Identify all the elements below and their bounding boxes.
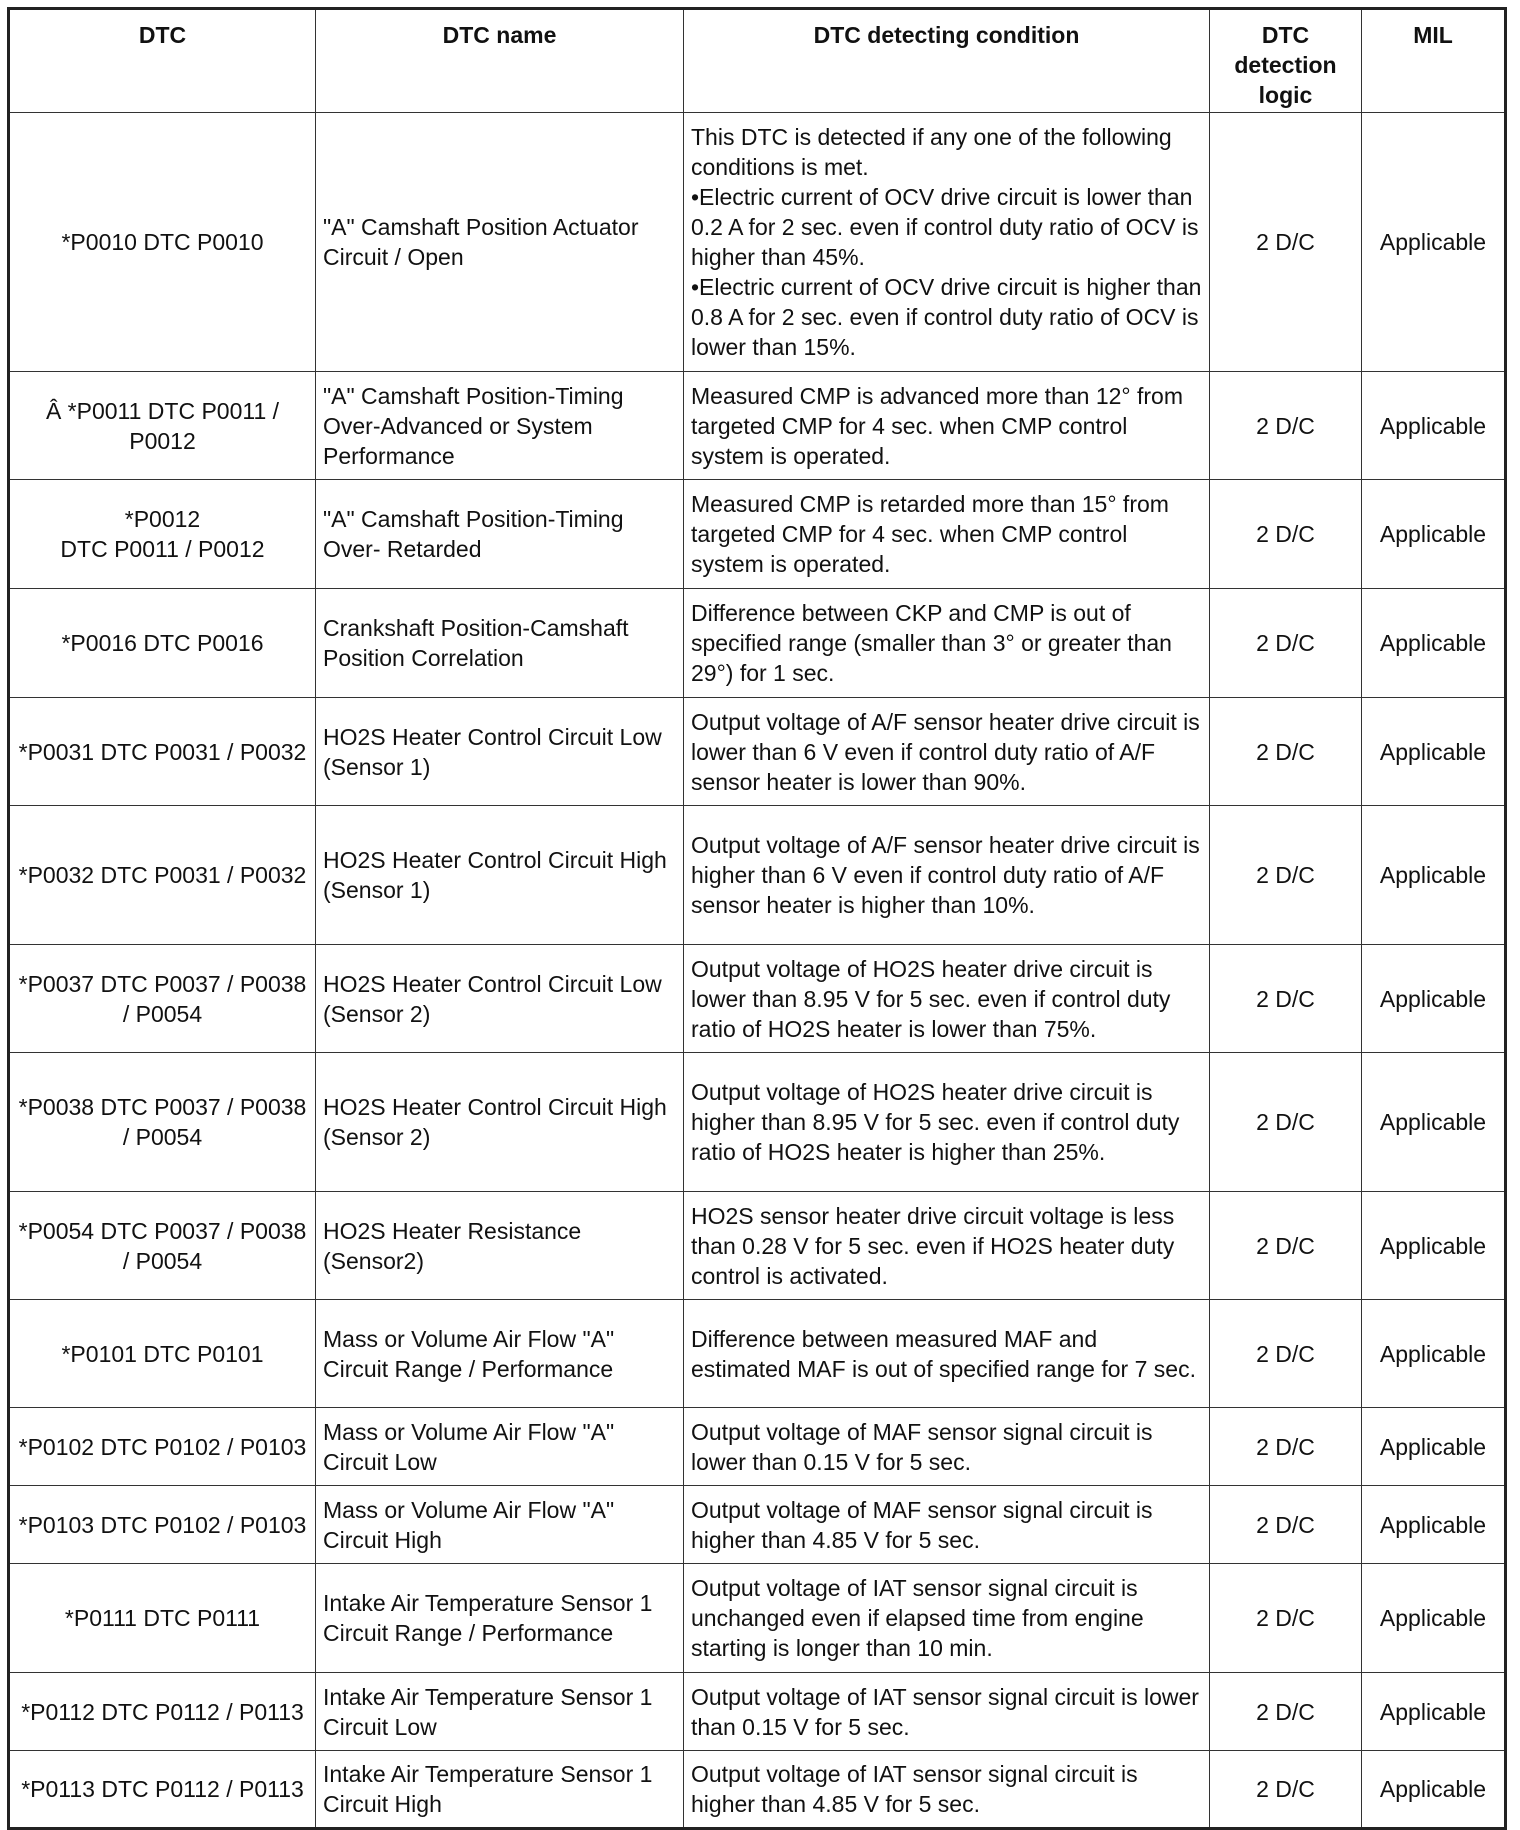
cell-detection-logic: 2 D/C bbox=[1210, 1408, 1362, 1486]
cell-dtc-line: DTC P0011 / P0012 bbox=[60, 536, 265, 562]
cell-condition bbox=[684, 945, 1210, 1053]
condition-line: Output voltage of IAT sensor signal circuit is unchanged even if elapsed time from engine starting is longer than 10 min. bbox=[691, 1575, 1144, 1661]
cell-mil: Applicable bbox=[1362, 1192, 1506, 1300]
cell-condition bbox=[684, 1486, 1210, 1564]
cell-dtc-name: Intake Air Temperature Sensor 1 Circuit Range / Performance bbox=[316, 1564, 684, 1673]
cell-detection-logic: 2 D/C bbox=[1210, 372, 1362, 480]
cell-detection-logic: 2 D/C bbox=[1210, 1564, 1362, 1673]
cell-detection-logic: 2 D/C bbox=[1210, 1751, 1362, 1829]
cell-condition bbox=[684, 113, 1210, 372]
cell-detection-logic: 2 D/C bbox=[1210, 1053, 1362, 1192]
cell-detection-logic: 2 D/C bbox=[1210, 589, 1362, 698]
cell-dtc-name: HO2S Heater Resistance (Sensor2) bbox=[316, 1192, 684, 1300]
table-body bbox=[9, 113, 1506, 1829]
cell-detection-logic: 2 D/C bbox=[1210, 698, 1362, 806]
cell-condition bbox=[684, 1408, 1210, 1486]
cell-dtc: *P0031 DTC P0031 / P0032 bbox=[9, 698, 316, 806]
cell-dtc-name: Intake Air Temperature Sensor 1 Circuit Low bbox=[316, 1673, 684, 1751]
condition-line: Difference between CKP and CMP is out of specified range (smaller than 3° or greater than 29°) for 1 sec. bbox=[691, 600, 1172, 686]
table-row bbox=[9, 945, 1506, 1053]
cell-condition bbox=[684, 1673, 1210, 1751]
table-row bbox=[9, 1053, 1506, 1192]
cell-condition bbox=[684, 1192, 1210, 1300]
condition-line: Output voltage of MAF sensor signal circuit is lower than 0.15 V for 5 sec. bbox=[691, 1418, 1153, 1475]
condition-line: Output voltage of A/F sensor heater drive circuit is higher than 6 V even if control duty ratio of A/F sensor heater is higher than 10%. bbox=[691, 832, 1200, 918]
condition-line: Output voltage of HO2S heater drive circuit is lower than 8.95 V for 5 sec. even if control duty ratio of HO2S heater is lower than 75%. bbox=[691, 955, 1171, 1042]
table-row bbox=[9, 698, 1506, 806]
table-row bbox=[9, 480, 1506, 589]
cell-mil: Applicable bbox=[1362, 1053, 1506, 1192]
cell-mil: Applicable bbox=[1362, 1486, 1506, 1564]
condition-line: Measured CMP is advanced more than 12° from targeted CMP for 4 sec. when CMP control system is operated. bbox=[691, 382, 1184, 469]
header-mil: MIL bbox=[1362, 9, 1506, 113]
cell-dtc: *P0103 DTC P0102 / P0103 bbox=[9, 1486, 316, 1564]
cell-dtc: *P0112 DTC P0112 / P0113 bbox=[9, 1673, 316, 1751]
header-detecting-condition: DTC detecting condition bbox=[684, 9, 1210, 113]
condition-line: Output voltage of IAT sensor signal circuit is lower than 0.15 V for 5 sec. bbox=[691, 1683, 1199, 1740]
table-row bbox=[9, 1300, 1506, 1408]
cell-mil: Applicable bbox=[1362, 1300, 1506, 1408]
cell-dtc: *P0010 DTC P0010 bbox=[9, 113, 316, 372]
cell-dtc-name: Mass or Volume Air Flow "A" Circuit High bbox=[316, 1486, 684, 1564]
cell-detection-logic: 2 D/C bbox=[1210, 1486, 1362, 1564]
cell-dtc-name: Crankshaft Position-Camshaft Position Correlation bbox=[316, 589, 684, 698]
cell-dtc: *P0102 DTC P0102 / P0103 bbox=[9, 1408, 316, 1486]
cell-mil: Applicable bbox=[1362, 1564, 1506, 1673]
cell-dtc: *P0111 DTC P0111 bbox=[9, 1564, 316, 1673]
dtc-table bbox=[7, 7, 1507, 1830]
condition-line: Output voltage of A/F sensor heater drive circuit is lower than 6 V even if control duty ratio of A/F sensor heater is lower than 90%. bbox=[691, 708, 1200, 795]
table-row bbox=[9, 589, 1506, 698]
cell-mil: Applicable bbox=[1362, 1751, 1506, 1829]
cell-dtc: *P0038 DTC P0037 / P0038 / P0054 bbox=[9, 1053, 316, 1192]
table-row bbox=[9, 806, 1506, 945]
cell-dtc: *P0016 DTC P0016 bbox=[9, 589, 316, 698]
header-dtc: DTC bbox=[9, 9, 316, 113]
cell-condition bbox=[684, 698, 1210, 806]
condition-line: This DTC is detected if any one of the following conditions is met. bbox=[691, 124, 1172, 180]
cell-detection-logic: 2 D/C bbox=[1210, 113, 1362, 372]
cell-dtc: Â *P0011 DTC P0011 / P0012 bbox=[9, 372, 316, 480]
cell-mil: Applicable bbox=[1362, 480, 1506, 589]
cell-dtc-name: HO2S Heater Control Circuit Low (Sensor 2) bbox=[316, 945, 684, 1053]
cell-dtc bbox=[9, 480, 316, 589]
condition-line: •Electric current of OCV drive circuit is higher than 0.8 A for 2 sec. even if control duty ratio of OCV is lower than 15%. bbox=[691, 274, 1202, 360]
cell-dtc: *P0054 DTC P0037 / P0038 / P0054 bbox=[9, 1192, 316, 1300]
table-row bbox=[9, 1673, 1506, 1751]
cell-mil: Applicable bbox=[1362, 589, 1506, 698]
cell-dtc-name: HO2S Heater Control Circuit Low (Sensor 1) bbox=[316, 698, 684, 806]
table-row bbox=[9, 1564, 1506, 1673]
cell-mil: Applicable bbox=[1362, 806, 1506, 945]
cell-mil: Applicable bbox=[1362, 1673, 1506, 1751]
cell-detection-logic: 2 D/C bbox=[1210, 1192, 1362, 1300]
table-row bbox=[9, 113, 1506, 372]
cell-dtc-name: HO2S Heater Control Circuit High (Sensor 1) bbox=[316, 806, 684, 945]
cell-condition bbox=[684, 1053, 1210, 1192]
condition-line: HO2S sensor heater drive circuit voltage is less than 0.28 V for 5 sec. even if HO2S heater duty control is activated. bbox=[691, 1202, 1175, 1289]
table-row bbox=[9, 1751, 1506, 1829]
condition-line: Difference between measured MAF and estimated MAF is out of specified range for 7 sec. bbox=[691, 1325, 1196, 1382]
condition-line: Output voltage of MAF sensor signal circuit is higher than 4.85 V for 5 sec. bbox=[691, 1496, 1153, 1553]
cell-mil: Applicable bbox=[1362, 113, 1506, 372]
cell-condition bbox=[684, 1564, 1210, 1673]
cell-condition bbox=[684, 372, 1210, 480]
cell-dtc-name: "A" Camshaft Position-Timing Over-Advanced or System Performance bbox=[316, 372, 684, 480]
cell-condition bbox=[684, 1751, 1210, 1829]
header-detection-logic: DTC detection logic bbox=[1210, 9, 1362, 113]
cell-dtc: *P0101 DTC P0101 bbox=[9, 1300, 316, 1408]
cell-dtc-name: Mass or Volume Air Flow "A" Circuit Low bbox=[316, 1408, 684, 1486]
cell-mil: Applicable bbox=[1362, 1408, 1506, 1486]
condition-line: Measured CMP is retarded more than 15° from targeted CMP for 4 sec. when CMP control system is operated. bbox=[691, 491, 1169, 577]
cell-mil: Applicable bbox=[1362, 945, 1506, 1053]
cell-condition bbox=[684, 589, 1210, 698]
cell-detection-logic: 2 D/C bbox=[1210, 480, 1362, 589]
table-row bbox=[9, 372, 1506, 480]
cell-dtc: *P0113 DTC P0112 / P0113 bbox=[9, 1751, 316, 1829]
cell-dtc-name: Intake Air Temperature Sensor 1 Circuit High bbox=[316, 1751, 684, 1829]
cell-dtc: *P0032 DTC P0031 / P0032 bbox=[9, 806, 316, 945]
table-row bbox=[9, 1408, 1506, 1486]
table-row bbox=[9, 1192, 1506, 1300]
cell-detection-logic: 2 D/C bbox=[1210, 1673, 1362, 1751]
table-header-row bbox=[9, 9, 1506, 113]
cell-condition bbox=[684, 806, 1210, 945]
condition-line: Output voltage of HO2S heater drive circuit is higher than 8.95 V for 5 sec. even if control duty ratio of HO2S heater is higher than 25%. bbox=[691, 1079, 1180, 1165]
condition-line: Output voltage of IAT sensor signal circuit is higher than 4.85 V for 5 sec. bbox=[691, 1761, 1138, 1817]
cell-mil: Applicable bbox=[1362, 372, 1506, 480]
condition-line: •Electric current of OCV drive circuit is lower than 0.2 A for 2 sec. even if control duty ratio of OCV is higher than 45%. bbox=[691, 184, 1199, 270]
cell-detection-logic: 2 D/C bbox=[1210, 1300, 1362, 1408]
cell-dtc-line: *P0012 bbox=[124, 506, 201, 532]
cell-mil: Applicable bbox=[1362, 698, 1506, 806]
header-dtc-name: DTC name bbox=[316, 9, 684, 113]
cell-condition bbox=[684, 1300, 1210, 1408]
cell-dtc-name: Mass or Volume Air Flow "A" Circuit Range / Performance bbox=[316, 1300, 684, 1408]
cell-dtc-name: "A" Camshaft Position Actuator Circuit / Open bbox=[316, 113, 684, 372]
cell-detection-logic: 2 D/C bbox=[1210, 945, 1362, 1053]
cell-dtc: *P0037 DTC P0037 / P0038 / P0054 bbox=[9, 945, 316, 1053]
table-row bbox=[9, 1486, 1506, 1564]
cell-dtc-name: "A" Camshaft Position-Timing Over- Retarded bbox=[316, 480, 684, 589]
cell-detection-logic: 2 D/C bbox=[1210, 806, 1362, 945]
cell-condition bbox=[684, 480, 1210, 589]
cell-dtc-name: HO2S Heater Control Circuit High (Sensor 2) bbox=[316, 1053, 684, 1192]
